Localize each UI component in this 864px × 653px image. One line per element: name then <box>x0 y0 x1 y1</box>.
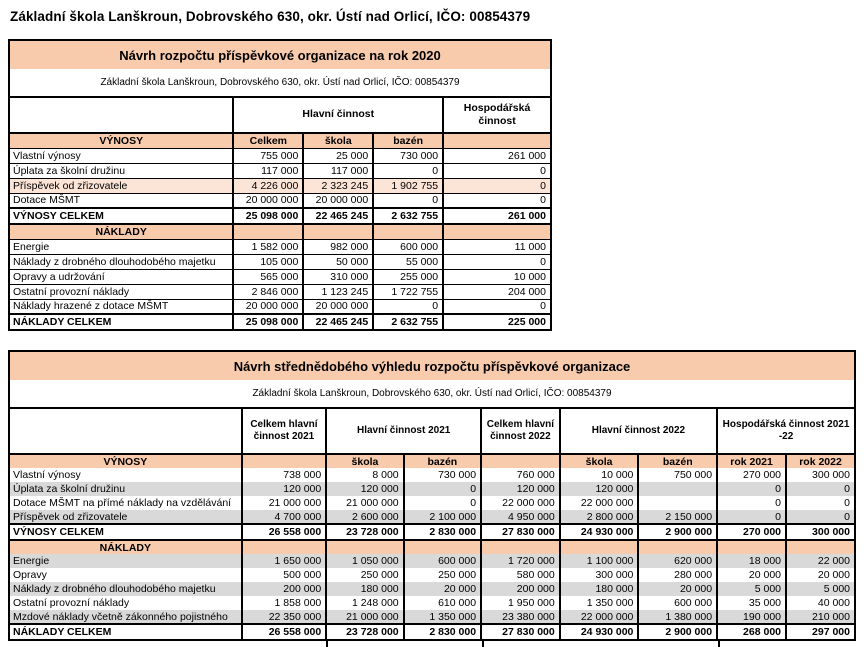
table2-header-total-main-2022: Celkem hlavní činnost 2022 <box>481 408 560 454</box>
cell-value: 21 000 000 <box>242 496 327 510</box>
cell-value: 11 000 <box>443 239 551 254</box>
table2-header-blank <box>9 408 242 454</box>
table-row <box>9 568 855 582</box>
cell-value: 27 830 000 <box>481 624 560 640</box>
cell-value: 0 <box>717 482 786 496</box>
cell-value: 40 000 <box>786 596 855 610</box>
row-label: Mzdové náklady včetně zákonného pojistného <box>9 610 242 624</box>
cell-value: 600 000 <box>373 239 443 254</box>
cell-value: 0 <box>443 193 551 208</box>
table-row <box>9 554 855 568</box>
table2-header-total-main-2021: Celkem hlavní činnost 2021 <box>242 408 327 454</box>
row-label: Energie <box>9 239 233 254</box>
cell-value: 5 000 <box>717 582 786 596</box>
cell-value: 2 632 755 <box>373 314 443 330</box>
total-row <box>9 208 551 224</box>
cell-value: 1 902 755 <box>373 178 443 193</box>
cell-value: 120 000 <box>326 482 403 496</box>
cell-value: 982 000 <box>303 239 373 254</box>
cell-value: 2 800 000 <box>560 510 639 524</box>
table1-subtitle: Základní škola Lanškroun, Dobrovského 630, okr. Ústí nad Orlicí, IČO: 00854379 <box>9 69 551 97</box>
cell-value: 250 000 <box>404 568 481 582</box>
sub-column-header: Celkem <box>233 133 303 148</box>
table-row <box>9 193 551 208</box>
sub-column-header <box>373 224 443 239</box>
cell-value: 0 <box>373 193 443 208</box>
cell-value: 310 000 <box>303 269 373 284</box>
cell-value: 2 100 000 <box>404 510 481 524</box>
row-label: Náklady hrazené z dotace MŠMT <box>9 299 233 314</box>
row-label: Opravy a udržování <box>9 269 233 284</box>
cell-value: 55 000 <box>373 254 443 269</box>
cell-value: 261 000 <box>443 148 551 163</box>
cell-value: 280 000 <box>638 568 717 582</box>
table1-subtitle-row <box>9 69 551 97</box>
table-row <box>9 510 855 524</box>
sub-column-header: bazén <box>638 454 717 468</box>
cell-value: 2 632 755 <box>373 208 443 224</box>
cell-value: 270 000 <box>717 524 786 540</box>
table2-cutoff-gridlines <box>8 641 856 648</box>
cell-value: 0 <box>443 163 551 178</box>
row-label: VÝNOSY CELKEM <box>9 524 242 540</box>
cell-value: 0 <box>373 163 443 178</box>
cell-value: 120 000 <box>481 482 560 496</box>
sub-column-header <box>717 540 786 554</box>
row-label: Energie <box>9 554 242 568</box>
table2-subtitle-row <box>9 380 855 408</box>
row-label: Dotace MŠMT <box>9 193 233 208</box>
sub-column-header: rok 2021 <box>717 454 786 468</box>
cell-value: 21 000 000 <box>326 610 403 624</box>
row-label: Příspěvek od zřizovatele <box>9 178 233 193</box>
cell-value: 500 000 <box>242 568 327 582</box>
table1-header-economic-activity: Hospodářská činnost <box>443 97 551 133</box>
cell-value: 25 098 000 <box>233 314 303 330</box>
cell-value: 10 000 <box>443 269 551 284</box>
cell-value: 22 000 <box>786 554 855 568</box>
gridline-stub <box>482 641 484 647</box>
cell-value: 35 000 <box>717 596 786 610</box>
cell-value: 270 000 <box>717 468 786 482</box>
cell-value: 190 000 <box>717 610 786 624</box>
total-row <box>9 524 855 540</box>
cell-value: 5 000 <box>786 582 855 596</box>
cell-value: 1 100 000 <box>560 554 639 568</box>
cell-value: 2 323 245 <box>303 178 373 193</box>
cell-value: 20 000 <box>638 582 717 596</box>
cell-value: 0 <box>717 510 786 524</box>
cell-value: 0 <box>443 299 551 314</box>
cell-value: 225 000 <box>443 314 551 330</box>
sub-column-header <box>638 540 717 554</box>
cell-value: 180 000 <box>560 582 639 596</box>
sub-column-header <box>242 540 327 554</box>
table2-header-main-2021: Hlavní činnost 2021 <box>326 408 481 454</box>
cell-value: 22 465 245 <box>303 314 373 330</box>
table2-title-row <box>9 351 855 380</box>
row-label: Náklady z drobného dlouhodobého majetku <box>9 582 242 596</box>
table-row <box>9 254 551 269</box>
cell-value: 204 000 <box>443 284 551 299</box>
cell-value: 2 900 000 <box>638 624 717 640</box>
cell-value: 1 123 245 <box>303 284 373 299</box>
cell-value: 0 <box>443 178 551 193</box>
cell-value: 1 650 000 <box>242 554 327 568</box>
cell-value: 2 150 000 <box>638 510 717 524</box>
row-label: Úplata za školní družinu <box>9 163 233 178</box>
sub-column-header: škola <box>326 454 403 468</box>
table1-header-blank <box>9 97 233 133</box>
cell-value: 268 000 <box>717 624 786 640</box>
cell-value: 20 000 <box>404 582 481 596</box>
cell-value: 26 558 000 <box>242 524 327 540</box>
cell-value: 50 000 <box>303 254 373 269</box>
cell-value: 117 000 <box>233 163 303 178</box>
total-row <box>9 624 855 640</box>
cell-value: 565 000 <box>233 269 303 284</box>
table-row <box>9 482 855 496</box>
sub-column-header <box>481 540 560 554</box>
total-row <box>9 314 551 330</box>
cell-value: 730 000 <box>404 468 481 482</box>
table-row <box>9 496 855 510</box>
cell-value: 1 858 000 <box>242 596 327 610</box>
table-row <box>9 148 551 163</box>
cell-value: 2 846 000 <box>233 284 303 299</box>
cell-value: 4 226 000 <box>233 178 303 193</box>
cell-value: 0 <box>404 482 481 496</box>
table1-header-main-activity: Hlavní činnost <box>233 97 443 133</box>
cell-value: 750 000 <box>638 468 717 482</box>
table-row <box>9 269 551 284</box>
section-header-row <box>9 224 551 239</box>
cell-value: 1 950 000 <box>481 596 560 610</box>
cell-value: 738 000 <box>242 468 327 482</box>
cell-value: 261 000 <box>443 208 551 224</box>
cell-value: 23 728 000 <box>326 524 403 540</box>
cell-value: 20 000 000 <box>303 193 373 208</box>
cell-value: 1 380 000 <box>638 610 717 624</box>
cell-value: 120 000 <box>242 482 327 496</box>
table-row <box>9 582 855 596</box>
cell-value: 200 000 <box>481 582 560 596</box>
row-label: Úplata za školní družinu <box>9 482 242 496</box>
cell-value: 25 098 000 <box>233 208 303 224</box>
cell-value: 22 000 000 <box>481 496 560 510</box>
cell-value: 10 000 <box>560 468 639 482</box>
table2-header-main-2022: Hlavní činnost 2022 <box>560 408 717 454</box>
cell-value: 1 582 000 <box>233 239 303 254</box>
row-label: Opravy <box>9 568 242 582</box>
cell-value: 300 000 <box>560 568 639 582</box>
cell-value: 8 000 <box>326 468 403 482</box>
cell-value: 1 720 000 <box>481 554 560 568</box>
cell-value: 200 000 <box>242 582 327 596</box>
gridline-stub <box>718 641 720 647</box>
cell-value: 600 000 <box>404 554 481 568</box>
sub-column-header <box>242 454 327 468</box>
cell-value: 20 000 000 <box>233 193 303 208</box>
table2-title: Návrh střednědobého výhledu rozpočtu příspěvkové organizace <box>9 351 855 380</box>
cell-value: 4 700 000 <box>242 510 327 524</box>
cell-value: 610 000 <box>404 596 481 610</box>
cell-value: 23 728 000 <box>326 624 403 640</box>
cell-value: 1 722 755 <box>373 284 443 299</box>
section-header-row <box>9 454 855 468</box>
cell-value: 1 350 000 <box>560 596 639 610</box>
cell-value <box>638 482 717 496</box>
row-label: Ostatní provozní náklady <box>9 596 242 610</box>
sub-column-header: bazén <box>404 454 481 468</box>
cell-value: 210 000 <box>786 610 855 624</box>
table2-header-economic-2021-22: Hospodářská činnost 2021 -22 <box>717 408 855 454</box>
cell-value: 20 000 <box>717 568 786 582</box>
cell-value: 22 000 000 <box>560 496 639 510</box>
table-row <box>9 284 551 299</box>
cell-value: 600 000 <box>638 596 717 610</box>
row-label: NÁKLADY <box>9 224 233 239</box>
cell-value: 20 000 <box>786 568 855 582</box>
cell-value: 297 000 <box>786 624 855 640</box>
cell-value: 0 <box>786 496 855 510</box>
cell-value: 22 465 245 <box>303 208 373 224</box>
row-label: NÁKLADY CELKEM <box>9 624 242 640</box>
sub-column-header <box>481 454 560 468</box>
row-label: VÝNOSY CELKEM <box>9 208 233 224</box>
sub-column-header <box>443 133 551 148</box>
sub-column-header <box>326 540 403 554</box>
table2-subtitle: Základní škola Lanškroun, Dobrovského 630, okr. Ústí nad Orlicí, IČO: 00854379 <box>9 380 855 408</box>
sub-column-header <box>233 224 303 239</box>
cell-value: 620 000 <box>638 554 717 568</box>
cell-value: 730 000 <box>373 148 443 163</box>
cell-value: 24 930 000 <box>560 624 639 640</box>
section-header-row <box>9 133 551 148</box>
cell-value: 2 830 000 <box>404 624 481 640</box>
cell-value: 25 000 <box>303 148 373 163</box>
gridline-stub <box>326 641 328 647</box>
row-label: Dotace MŠMT na přímé náklady na vzdělávání <box>9 496 242 510</box>
cell-value: 0 <box>373 299 443 314</box>
table-row <box>9 163 551 178</box>
section-header-row <box>9 540 855 554</box>
budget-2020-table <box>8 39 552 331</box>
cell-value: 2 900 000 <box>638 524 717 540</box>
cell-value: 755 000 <box>233 148 303 163</box>
row-label: Náklady z drobného dlouhodobého majetku <box>9 254 233 269</box>
cell-value: 22 000 000 <box>560 610 639 624</box>
table-row <box>9 596 855 610</box>
cell-value: 27 830 000 <box>481 524 560 540</box>
cell-value: 180 000 <box>326 582 403 596</box>
cell-value: 26 558 000 <box>242 624 327 640</box>
cell-value <box>638 496 717 510</box>
sub-column-header <box>786 540 855 554</box>
cell-value: 580 000 <box>481 568 560 582</box>
sub-column-header: rok 2022 <box>786 454 855 468</box>
sub-column-header: škola <box>303 133 373 148</box>
sub-column-header: škola <box>560 454 639 468</box>
cell-value: 117 000 <box>303 163 373 178</box>
cell-value: 22 350 000 <box>242 610 327 624</box>
cell-value: 20 000 000 <box>233 299 303 314</box>
cell-value: 1 050 000 <box>326 554 403 568</box>
sub-column-header <box>443 224 551 239</box>
cell-value: 760 000 <box>481 468 560 482</box>
page-title: Základní škola Lanškroun, Dobrovského 630, okr. Ústí nad Orlicí, IČO: 00854379 <box>10 9 531 24</box>
row-label: VÝNOSY <box>9 454 242 468</box>
sub-column-header <box>303 224 373 239</box>
table2-group-header-row <box>9 408 855 454</box>
table1-title-row <box>9 40 551 69</box>
cell-value: 0 <box>786 482 855 496</box>
cell-value: 105 000 <box>233 254 303 269</box>
row-label: Ostatní provozní náklady <box>9 284 233 299</box>
table-row <box>9 468 855 482</box>
cell-value: 2 830 000 <box>404 524 481 540</box>
cell-value: 18 000 <box>717 554 786 568</box>
cell-value: 0 <box>717 496 786 510</box>
sub-column-header <box>404 540 481 554</box>
row-label: NÁKLADY CELKEM <box>9 314 233 330</box>
sub-column-header <box>560 540 639 554</box>
table1-title: Návrh rozpočtu příspěvkové organizace na rok 2020 <box>9 40 551 69</box>
cell-value: 4 950 000 <box>481 510 560 524</box>
cell-value: 23 380 000 <box>481 610 560 624</box>
cell-value: 255 000 <box>373 269 443 284</box>
table1-group-header-row <box>9 97 551 133</box>
cell-value: 2 600 000 <box>326 510 403 524</box>
row-label: Vlastní výnosy <box>9 468 242 482</box>
table-row <box>9 239 551 254</box>
cell-value: 0 <box>404 496 481 510</box>
cell-value: 300 000 <box>786 468 855 482</box>
budget-outlook-table <box>8 350 856 641</box>
cell-value: 250 000 <box>326 568 403 582</box>
table-row <box>9 610 855 624</box>
cell-value: 120 000 <box>560 482 639 496</box>
cell-value: 1 350 000 <box>404 610 481 624</box>
row-label: Vlastní výnosy <box>9 148 233 163</box>
cell-value: 21 000 000 <box>326 496 403 510</box>
cell-value: 0 <box>443 254 551 269</box>
cell-value: 20 000 000 <box>303 299 373 314</box>
row-label: Příspěvek od zřizovatele <box>9 510 242 524</box>
table-row <box>9 178 551 193</box>
cell-value: 0 <box>786 510 855 524</box>
cell-value: 300 000 <box>786 524 855 540</box>
table-row <box>9 299 551 314</box>
row-label: VÝNOSY <box>9 133 233 148</box>
cell-value: 24 930 000 <box>560 524 639 540</box>
sub-column-header: bazén <box>373 133 443 148</box>
cell-value: 1 248 000 <box>326 596 403 610</box>
row-label: NÁKLADY <box>9 540 242 554</box>
